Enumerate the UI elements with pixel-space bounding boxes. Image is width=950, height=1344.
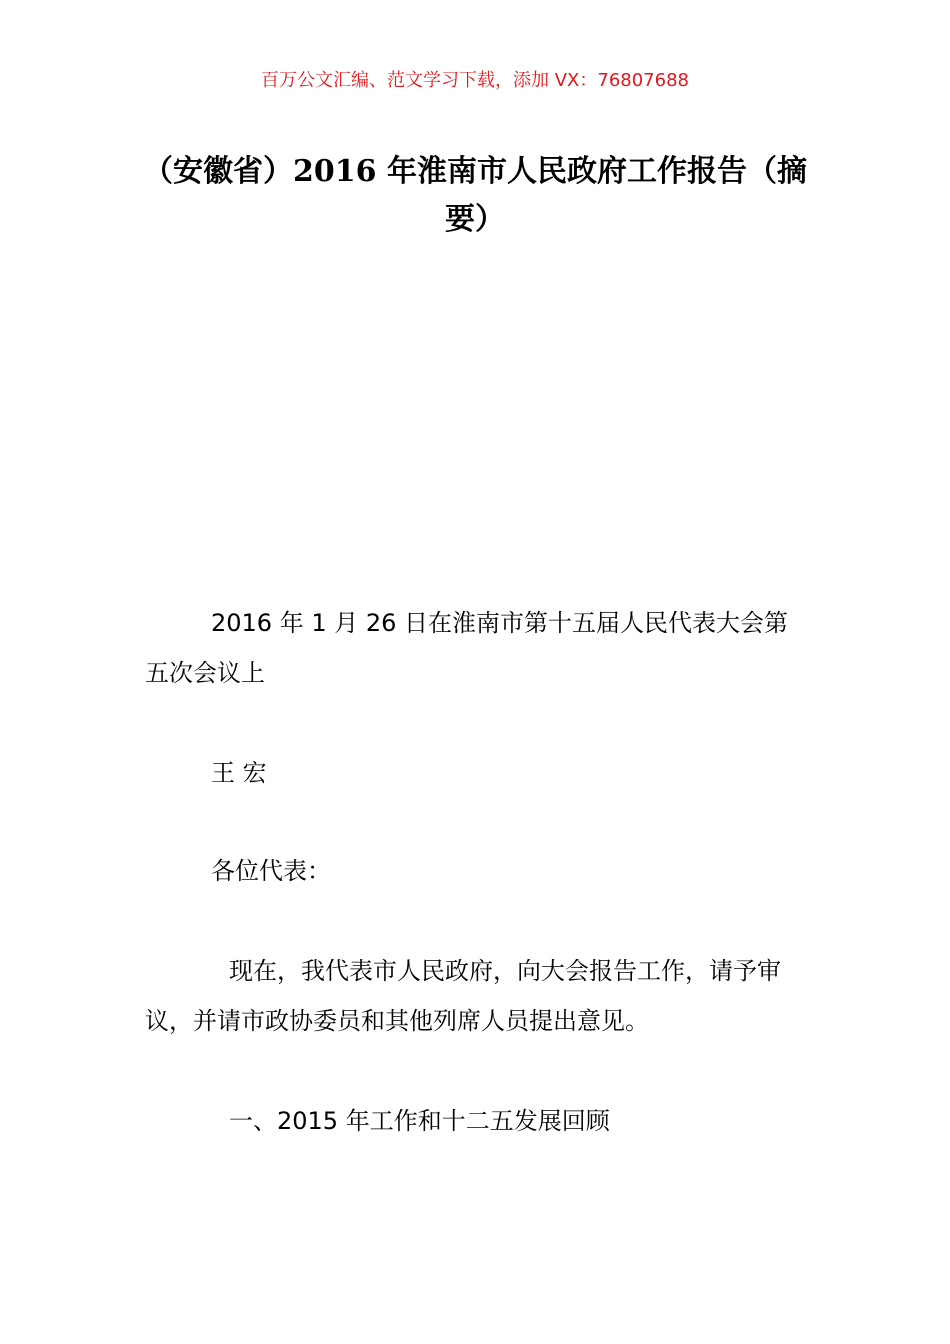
salutation: 各位代表： — [211, 857, 331, 885]
speaker-name: 王 宏 — [211, 759, 267, 787]
section-heading: 一、2015 年工作和十二五发展回顾 — [229, 1107, 610, 1135]
document-title: （安徽省）2016 年淮南市人民政府工作报告（摘要） — [143, 154, 807, 237]
opening-paragraph: 现在，我代表市人民政府，向大会报告工作，请予审议，并请市政协委员和其他列席人员提出意见。 — [145, 957, 781, 1035]
header-note: 百万公文汇编、范文学习下载，添加 VX：76807688 — [261, 70, 689, 91]
occasion-paragraph: 2016 年 1 月 26 日在淮南市第十五届人民代表大会第五次会议上 — [145, 609, 789, 687]
